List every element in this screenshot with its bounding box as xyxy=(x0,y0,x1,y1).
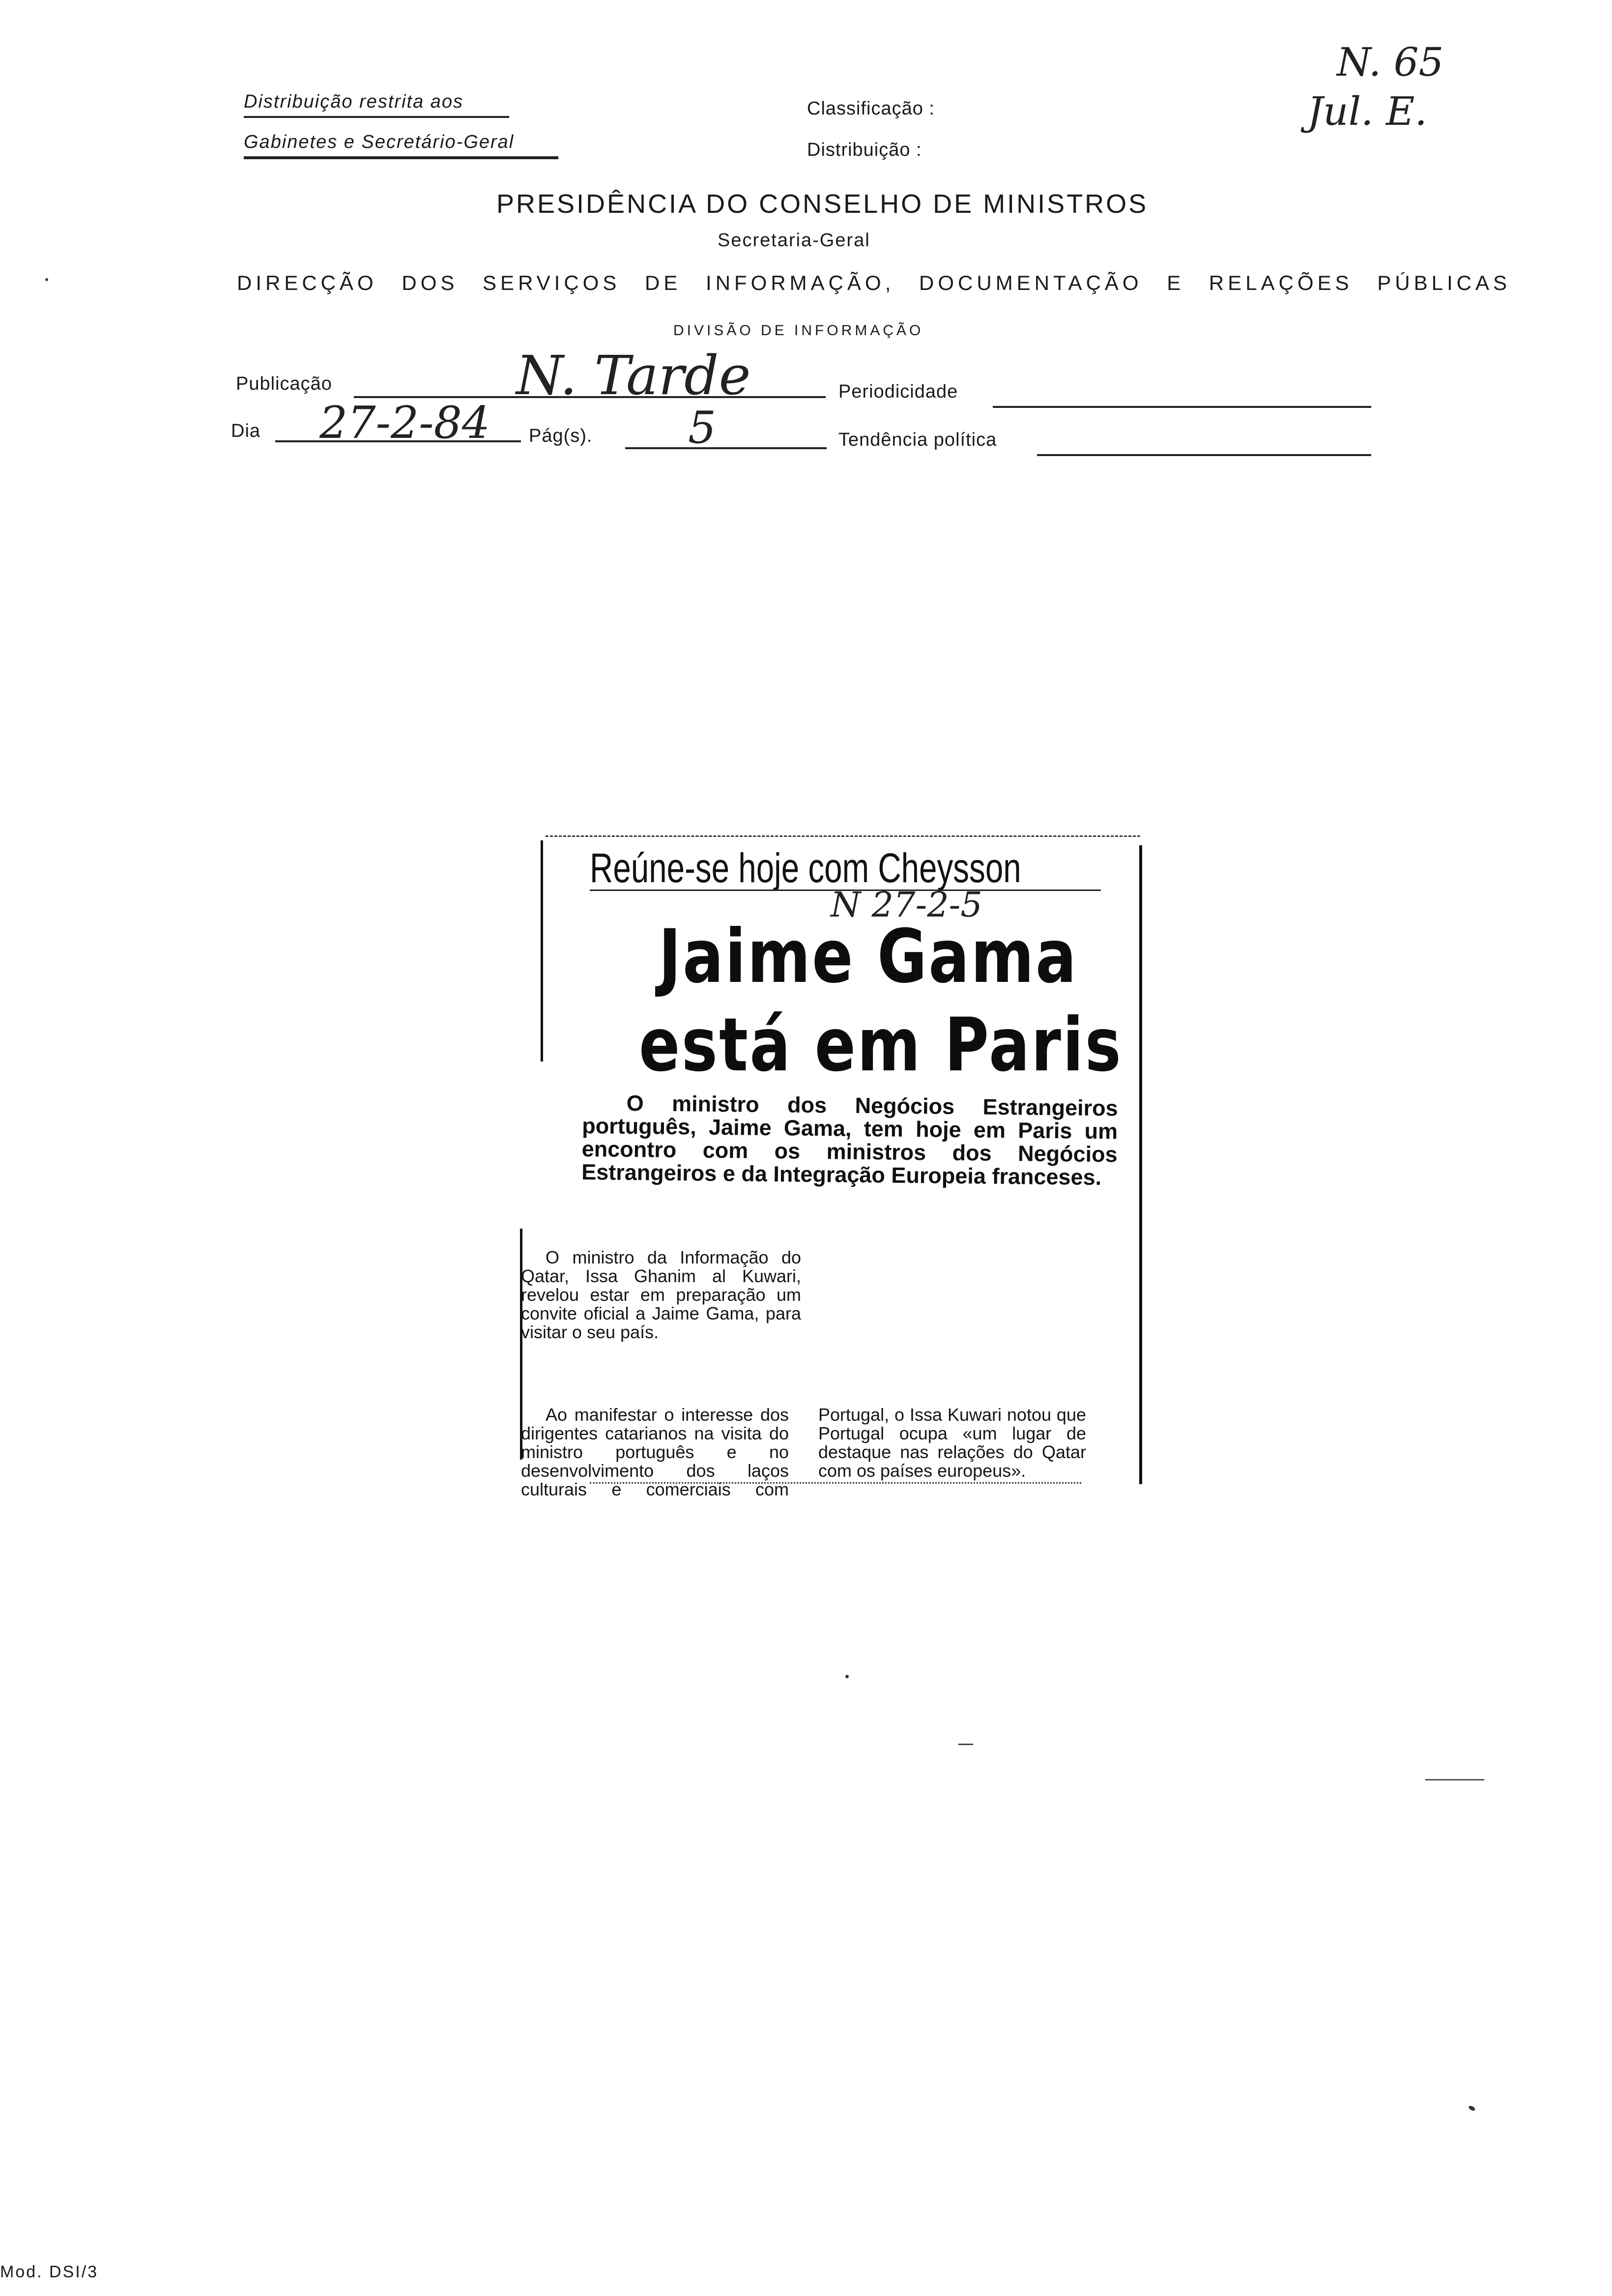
clipping-headline-line2: está em Paris xyxy=(639,1003,1123,1088)
pages-label: Pág(s). xyxy=(529,426,593,446)
clipping-kicker: Reúne-se hoje com Cheysson xyxy=(590,845,1021,891)
scan-speck xyxy=(45,278,48,281)
distribution-label: Distribuição : xyxy=(807,140,922,160)
divider xyxy=(244,116,509,118)
periodicity-label: Periodicidade xyxy=(838,381,958,402)
scan-mark xyxy=(1425,1779,1484,1780)
pages-handwritten-value: 5 xyxy=(688,402,717,454)
publication-label: Publicação xyxy=(236,373,332,394)
periodicity-field-line xyxy=(993,406,1371,408)
scan-speck xyxy=(845,1675,849,1678)
divider xyxy=(244,156,558,159)
clipping-top-edge xyxy=(546,835,1140,837)
political-tendency-field-line xyxy=(1037,454,1371,456)
clipping-lead-paragraph: O ministro dos Negócios Estrangeiros português, Jaime Gama, tem hoje em Paris um encontro com os ministros dos Negócios Estrangeiros e da Integração Europeia franceses. xyxy=(581,1090,1118,1190)
political-tendency-label: Tendência política xyxy=(838,430,997,450)
clipping-bottom-edge xyxy=(590,1482,1081,1484)
scan-mark xyxy=(958,1744,973,1745)
division-name: DIVISÃO DE INFORMAÇÃO xyxy=(673,322,924,339)
clipping-handwritten-ref: N 27-2-5 xyxy=(831,885,982,925)
clipping-column-1: O ministro da Informação do Qatar, Issa Ghanim al Kuwari, revelou estar em preparação um convite oficial a Jaime Gama, para visitar o seu país. xyxy=(521,1247,801,1342)
clipping-right-edge xyxy=(1139,845,1142,1484)
form-code: Mod. DSI/3 xyxy=(0,2263,99,2281)
distribution-restricted-line1: Distribuição restrita aos xyxy=(244,91,464,112)
clipping-headline-line1: Jaime Gama xyxy=(659,914,1078,1000)
pages-field-line xyxy=(625,447,827,449)
institution-name: PRESIDÊNCIA DO CONSELHO DE MINISTROS xyxy=(496,189,1149,219)
day-handwritten-value: 27-2-84 xyxy=(319,397,490,449)
secretariat-name: Secretaria-Geral xyxy=(718,230,870,251)
clipping-column-2: Ao manifestar o interesse dos dirigentes catarianos na visita do ministro português e no desenvolvimento dos laços culturais e comerciais com Portugal, o Issa Kuwari notou que Portugal ocupa «um lugar de destaque nas relações do Qatar com os países europeus». xyxy=(521,1405,1086,1499)
day-label: Dia xyxy=(231,421,261,441)
handwritten-note-top-right-2: Jul. E. xyxy=(1307,88,1427,134)
classification-label: Classificação : xyxy=(807,98,935,119)
distribution-restricted-line2: Gabinetes e Secretário-Geral xyxy=(244,132,515,152)
handwritten-note-top-right-1: N. 65 xyxy=(1337,39,1444,85)
publication-handwritten-value: N. Tarde xyxy=(516,344,751,407)
clipping-left-edge xyxy=(541,840,543,1062)
scan-speck xyxy=(1468,2105,1476,2112)
directorate-name: DIRECÇÃO DOS SERVIÇOS DE INFORMAÇÃO, DOCUMENTAÇÃO E RELAÇÕES PÚBLICAS xyxy=(237,271,1511,294)
